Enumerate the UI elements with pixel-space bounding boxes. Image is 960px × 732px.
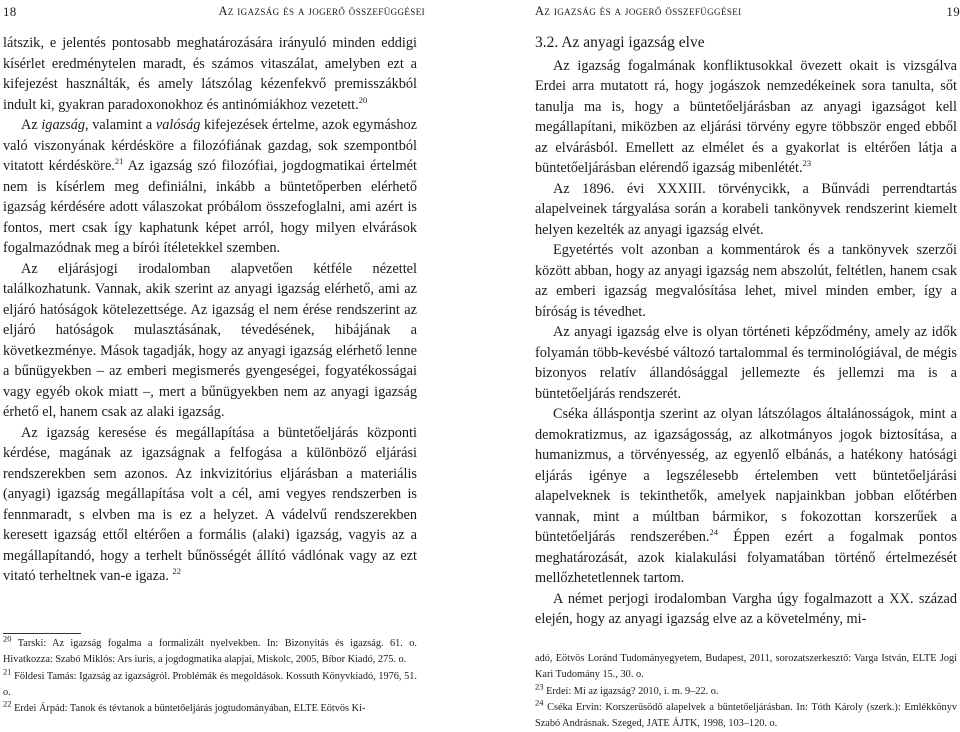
footnote-text: Erdei: Mi az igazság? 2010, i. m. 9–22. o. [546,685,719,697]
running-head: Az igazság és a jogerő összefüggései [535,4,742,18]
footnote-number: 21 [3,666,12,677]
footnote-number: 24 [535,697,544,708]
footnote-number: 20 [3,633,12,644]
body-paragraph [3,33,417,115]
left-page [0,0,440,730]
footnote-ref[interactable]: 23 [802,158,812,169]
text-run: Az igazság keresése és megállapítása a büntetőeljárás központi kérdése, magának az igazságnak a felfogása a különböző eljárási rendszerekben sem azonos. Az inkvizitórius eljárásban a materiális (anyagi) igazság megállapítása volt a cél, ami vegyes rendszerben is fennmaradt, s elvben ma is ez a helyzet. A vádelvű rendszerekben keresett igazság ettől eltérően a formális (alaki) igazság, vagyis az a megállapítandó, hogy a terhelt bűnösségét állító vádlónak vagy az ezt vitató terheltnek van-e igaza. [3,424,417,584]
footnote [535,651,957,684]
footnote-ref[interactable]: 20 [358,94,368,105]
text-run: Az eljárásjogi irodalomban alapvetően kétféle nézettel találkozhatunk. Vannak, akik szerint az anyagi igazság elérhető, ami az eljáró hatóságok kötelezettsége. Az igazság el nem érése rendszerint az eljáró hatóságok mulasztásának, tévedésének, hibájának a következménye. Mások tagadják, hogy az anyagi igazság elérhető lenne a bűnügyekben – az emberi megismerés gyengeségei, fogyatékosságai vagy egyéb okok miatt –, mert a bűnügyekben nem az anyagi igazság érhető el, hanem csak az alaki igazság. [3,260,417,420]
footnote-text: adó, Eötvös Loránd Tudományegyetem, Budapest, 2011, sorozatszerkesztő: Varga István, ELTE Jogi Kari Tudomány 15., 30. o. [535,653,957,681]
text-run: Az 1896. évi XXXIII. törvénycikk, a Bűnvádi perrendtartás alapelveinek tárgyalása során a korabeli tankönyvek rendszerint kiemelt helyen kezelték az anyagi igazság elvét. [535,180,957,238]
emphasized-term: igazság [41,117,86,133]
footnote-ref[interactable]: 21 [114,156,124,167]
left-page-header [3,4,425,22]
text-run: Az [21,117,42,133]
body-paragraph [535,179,957,241]
text-run: Az anyagi igazság elve is olyan történeti képződmény, amely az idők folyamán több-kevésbé változó tartalommal és terminológiával, de mégis bizonyos relatív állandósággal jellemezte és jellemzi ma is a büntetőeljárás rendszerét. [535,324,957,402]
body-paragraph [3,423,417,587]
text-run: Az igazság szó filozófiai, jogdogmatikai értelmét nem is kísérlem meg definiálni, inkább a büntetőperben elérhető igazság kérdésére adott válaszokat próbálom összefoglalni, ami azért is fontos, mert csak így kaphatunk képet arról, hogy milyen elvárások fogalmazódnak meg a bírói ítéletekkel szemben. [3,158,418,256]
footnote-ref[interactable]: 22 [172,566,181,577]
section-title: 3.2. Az anyagi igazság elve [535,34,705,51]
body-paragraph [535,589,957,630]
body-paragraph [535,322,957,404]
footnote [3,633,417,669]
right-footnotes [535,651,957,732]
right-page [496,0,960,730]
text-run: A német perjogi irodalomban Vargha úgy fogalmazott a XX. század elején, hogy az anyagi igazság elve az a követelmény, mi- [535,590,957,627]
right-body-text [535,31,957,630]
body-paragraph [3,115,417,259]
body-paragraph [535,240,957,322]
body-paragraph [3,259,417,423]
left-footnotes [3,633,417,717]
footnote [535,697,958,732]
footnote-text: Cséka Ervin: Korszerűsödő alapelvek a büntetőeljárásban. In: Tóth Károly (szerk.): Emlékkönyv Szabó Andrásnak. Szeged, JATE ÁJTK, 1998, 103–120. o. [535,701,958,730]
footnote [3,698,417,717]
page-number: 19 [946,4,960,19]
footnote-rule [3,633,81,634]
page-number: 18 [3,4,17,19]
text-run: Éppen ezért a fogalmak pontos meghatározását, azok kialakulási folyamatában történő értelmezését mellőzhetetlennek tartom. [535,529,957,586]
footnote-ref[interactable]: 24 [709,527,718,538]
text-run: , valamint a [85,117,156,133]
footnote-number: 22 [3,698,12,709]
footnote-text: Földesi Tamás: Igazság az igazságról. Problémák és megoldások. Kossuth Könyvkiadó, 1976, 51. o. [3,670,417,698]
text-run: Egyetértés volt azonban a kommentárok és a tankönyvek szerzői között abban, hogy az anyagi igazság nem abszolút, feltétlen, hanem csak az emberi igazság megvalósítása lehet, mivel minden ember, így a bíróság is tévedhet. [535,242,957,320]
footnote [535,681,957,700]
footnote-text: Erdei Árpád: Tanok és tévtanok a büntetőeljárás jogtudományában, ELTE Eötvös Ki- [14,703,366,715]
text-run: Az igazság fogalmának konfliktusokkal övezett okait is vizsgálva Erdei arra mutatott rá, hogy jogászok nemzedékeinek sora tanulta, sőt tanulja ma is, hogy a büntetőeljárásban az anyagi igazságot kell megállapítani, miközben az eljárási törvény egyre többször enged ebből az elvárásból. Emellett az elmélet és a gyakorlat is eltérően látja a büntetőeljárásban elérendő igazság mibenlétét. [535,57,957,176]
body-paragraph [535,404,957,589]
left-body-text [3,33,417,587]
footnote-text: Tarski: Az igazság fogalma a formalizált nyelvekben. In: Bizonyítás és igazság. 61. o. Hivatkozza: Szabó Miklós: Ars iuris, a jogdogmatika alapjai, Miskolc, 2005, Bíbor Kiadó, 275. o. [3,638,417,666]
running-head: Az igazság és a jogerő összefüggései [218,4,425,18]
text-run: Cséka álláspontja szerint az olyan látszólagos általánosságok, mint a demokratizmus, az igazságosság, az alkotmányos jogok biztosítása, a humanizmus, a törvényesség, az egyenlő elbánás, a hatékony hatósági eljárás igénye a legszélesebb értelemben vett büntetőeljárási alapelveknek is tekinthetők, amelyek napjainkban jobban előtérben vannak, mint a múltban bármikor, s fokozottan korszerűek a büntetőeljárás rendszerében. [535,406,957,545]
emphasized-term: valóság [155,117,201,133]
text-run: kifejezések értelme, azok egymáshoz való viszonyának kérdésköre a filozófiának gazdag, sok szempontból vitatott kérdésköre. [3,117,417,174]
body-paragraph [535,56,957,179]
text-run: látszik, e jelentés pontosabb meghatározására irányuló minden eddigi kísérlet eredménytelen maradt, és számos vitaszálat, amelyben ezt a kifejezést használták, és amely látszólag kézenfekvő premisszákból indult ki, gyakran paradoxonokhoz és antinómiákhoz vezetett. [3,35,417,113]
right-page-header [535,4,960,22]
footnote-number: 23 [535,681,544,692]
footnote [3,666,417,702]
